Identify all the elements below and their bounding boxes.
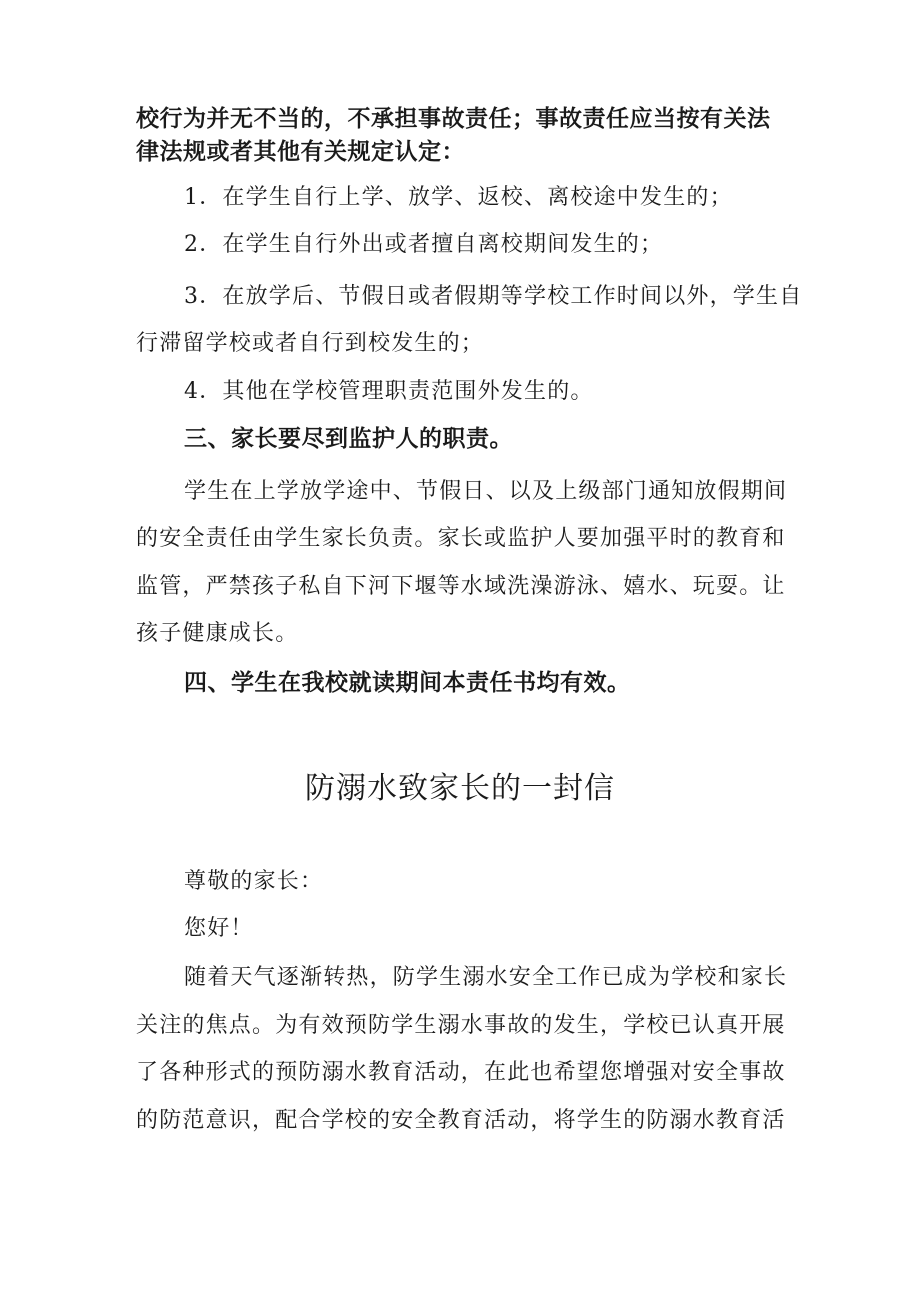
- letter-line-1: 随着天气逐渐转热，防学生溺水安全工作已成为学校和家长: [184, 965, 788, 990]
- continuation-line-2: 律法规或者其他有关规定认定：: [136, 139, 465, 165]
- list-item-1: 1．在学生自行上学、放学、返校、离校途中发生的；: [184, 185, 733, 210]
- section-3-line-2: 的安全责任由学生家长负责。家长或监护人要加强平时的教育和: [136, 526, 786, 551]
- section-3-line-1: 学生在上学放学途中、节假日、以及上级部门通知放假期间: [184, 479, 788, 504]
- list-item-4: 4．其他在学校管理职责范围外发生的。: [184, 379, 594, 404]
- letter-greeting: 您好！: [184, 916, 254, 941]
- list-item-3-continued: 行滞留学校或者自行到校发生的；: [136, 331, 485, 356]
- list-item-3: 3．在放学后、节假日或者假期等学校工作时间以外，学生自: [184, 284, 803, 309]
- continuation-line-1: 校行为并无不当的，不承担事故责任；事故责任应当按有关法: [136, 106, 771, 132]
- letter-line-4: 的防范意识，配合学校的安全教育活动，将学生的防溺水教育活: [136, 1108, 786, 1133]
- section-3-line-3: 监管，严禁孩子私自下河下堰等水域洗澡游泳、嬉水、玩耍。让: [136, 574, 786, 599]
- letter-title: 防溺水致家长的一封信: [305, 771, 615, 806]
- letter-salutation: 尊敬的家长：: [184, 869, 324, 894]
- letter-line-3: 了各种形式的预防溺水教育活动，在此也希望您增强对安全事故: [136, 1060, 786, 1085]
- section-3-heading: 三、家长要尽到监护人的职责。: [184, 426, 513, 452]
- section-3-line-4: 孩子健康成长。: [136, 621, 299, 646]
- list-item-2: 2．在学生自行外出或者擅自离校期间发生的；: [184, 232, 664, 257]
- letter-line-2: 关注的焦点。为有效预防学生溺水事故的发生，学校已认真开展: [136, 1013, 786, 1038]
- section-4-heading: 四、学生在我校就读期间本责任书均有效。: [184, 670, 631, 696]
